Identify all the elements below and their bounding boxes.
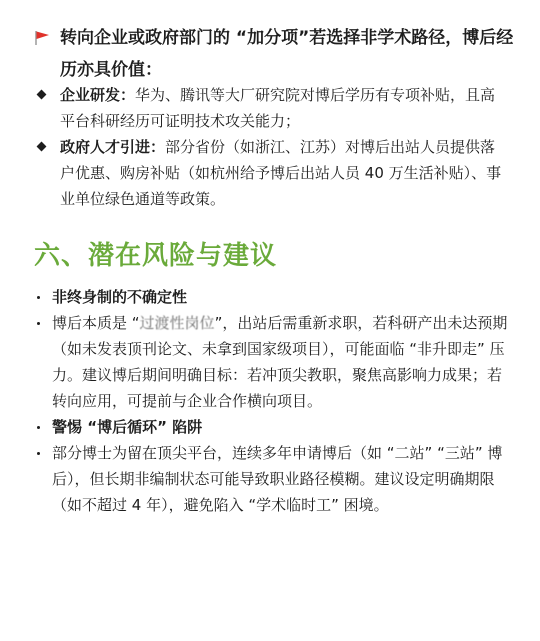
risk-head-text: 警惕 “博后循环” 陷阱	[52, 418, 203, 436]
red-flag-icon	[34, 30, 50, 46]
bullet-enterprise-rd	[34, 82, 504, 134]
risk-list	[34, 284, 514, 518]
bullet-gov-talent	[34, 134, 504, 212]
risk-body-postdoc-cycle	[34, 440, 514, 518]
value-bullet-list	[34, 82, 504, 212]
risk-body-text: 部分博士为留在顶尖平台，连续多年申请博后（如 “二站” “三站” 博后），但长期非编制状态可能导致职业路径模糊。建议设定明确期限（如不超过 4 年），避免陷入 “学术临时工” 困境。	[52, 444, 503, 514]
bullet-body: 华为、腾讯等大厂研究院对博后学历有专项补贴，且高平台科研经历可证明技术攻关能力；	[60, 86, 496, 130]
diamond-bullet-icon	[37, 90, 47, 100]
risk-body-prefix: 博后本质是 “	[52, 314, 140, 332]
bullet-head: 政府人才引进：	[60, 138, 166, 156]
risk-head-postdoc-cycle	[34, 414, 514, 440]
dot-bullet-icon	[37, 322, 40, 325]
risk-body-uncertainty	[34, 310, 514, 414]
dot-bullet-icon	[37, 452, 40, 455]
risk-head-text: 非终身制的不确定性	[52, 288, 188, 306]
bullet-body: 部分省份（如浙江、江苏）对博后出站人员提供落户优惠、购房补贴（如杭州给予博后出站人员 40 万生活补贴）、事业单位绿色通道等政策。	[60, 138, 502, 208]
intro-lead-text: 转向企业或政府部门的 “加分项”若选择非学术路径，博后经历亦具价值：	[60, 28, 514, 80]
risk-body-blurred: 过渡性岗位	[139, 314, 215, 332]
risk-head-uncertainty	[34, 284, 514, 310]
intro-block	[34, 22, 514, 86]
section-title: 六、潜在风险与建议	[34, 241, 278, 271]
bullet-head: 企业研发：	[60, 86, 136, 104]
dot-bullet-icon	[37, 296, 40, 299]
risk-body-text: ”，出站后需重新求职，若科研产出未达预期（如未发表顶刊论文、未拿到国家级项目），可能面临 “非升即走” 压力。建议博后期间明确目标：若冲顶尖教职，聚焦高影响力成果；若转向应用，可提前与企业合作横向项目。	[52, 314, 508, 410]
diamond-bullet-icon	[37, 142, 47, 152]
dot-bullet-icon	[37, 426, 40, 429]
